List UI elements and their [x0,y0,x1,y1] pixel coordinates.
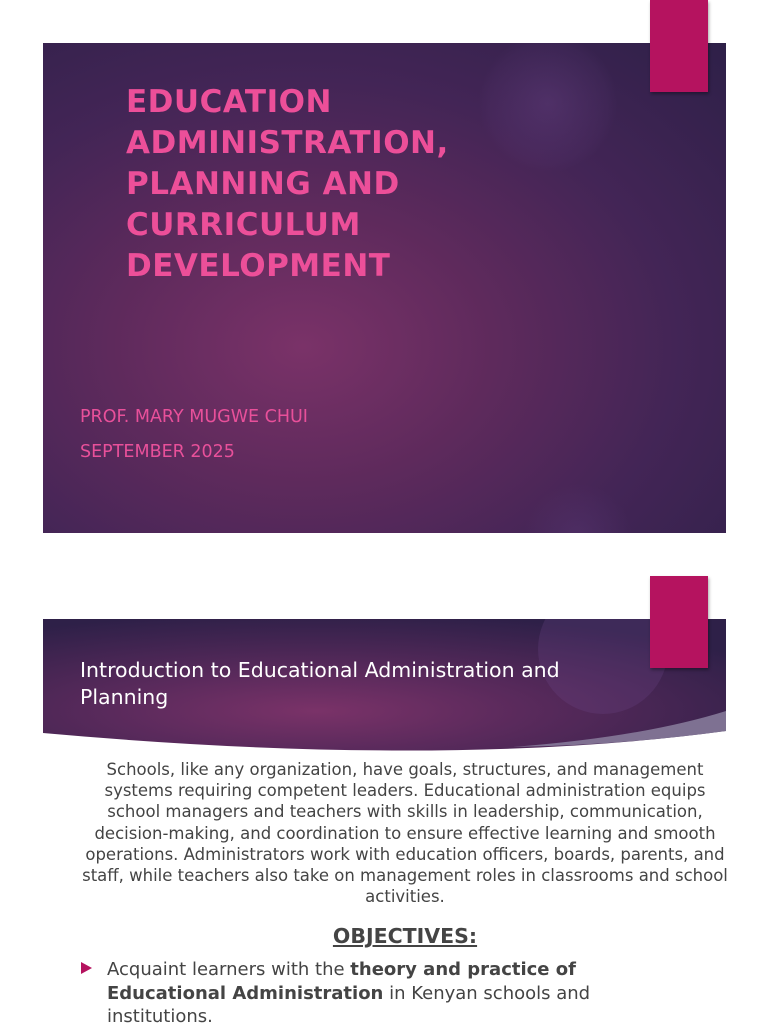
objective-prefix: Acquaint learners with the [107,959,351,980]
presentation-date: SEPTEMBER 2025 [80,442,235,462]
section-title: Introduction to Educational Administration and Planning [80,658,560,709]
accent-tab [650,576,708,668]
intro-paragraph: Schools, like any organization, have goals, structures, and management systems requiring competent leaders. Educational administration equips school managers and teachers with skills in leadership, communication, decision-making, and coordination to ensure effective learning and smooth operations. Administrators work with education officers, boards, parents, and staff, while teachers also take on management roles in classrooms and school activities. [82,760,728,907]
accent-tab [650,0,708,92]
objective-item [107,958,647,1029]
objective-suffix: in Kenyan schools and institutions. [107,982,591,1027]
objective-emphasis: theory and practice of Educational Administration [107,959,576,1004]
bullet-arrow-icon [81,962,92,974]
author-name: PROF. MARY MUGWE CHUI [80,407,308,427]
slide-title: EDUCATION ADMINISTRATION, PLANNING AND CURRICULUM DEVELOPMENT [126,84,449,284]
objectives-heading: OBJECTIVES: [332,924,478,948]
